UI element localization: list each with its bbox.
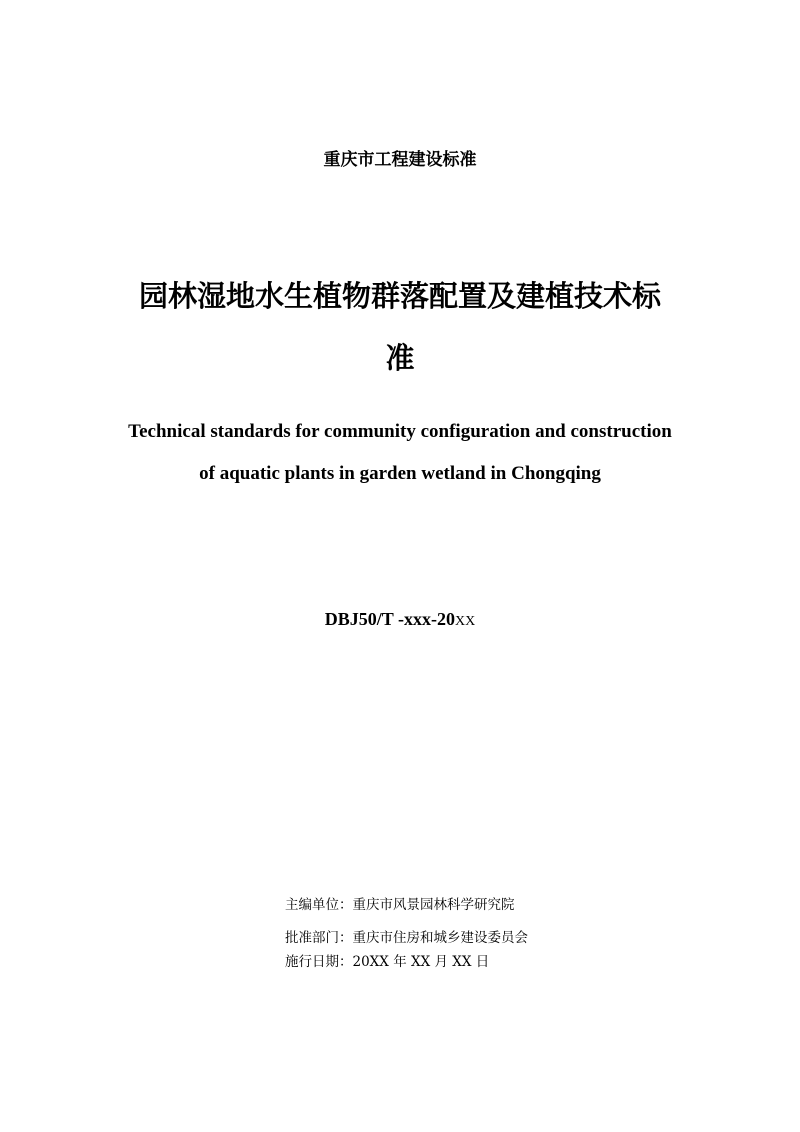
title-english-line-2: of aquatic plants in garden wetland in Chongqing bbox=[199, 463, 601, 484]
editor-organization: 主编单位：重庆市风景园林科学研究院 bbox=[285, 897, 515, 913]
title-chinese-line-1: 园林湿地水生植物群落配置及建植技术标 bbox=[138, 279, 661, 313]
effective-date: 施行日期：20XX 年 XX 月 XX 日 bbox=[285, 954, 490, 970]
standard-code bbox=[0, 607, 800, 634]
approving-department: 批准部门：重庆市住房和城乡建设委员会 bbox=[285, 930, 528, 946]
title-english-line-1: Technical standards for community configuration and construction bbox=[128, 421, 672, 442]
title-chinese-line-2: 准 bbox=[385, 341, 415, 375]
standard-code-main: DBJ50/T -xxx-20 bbox=[324, 609, 455, 629]
standard-code-suffix: XX bbox=[454, 614, 476, 629]
standard-series-label: 重庆市工程建设标准 bbox=[323, 150, 477, 170]
